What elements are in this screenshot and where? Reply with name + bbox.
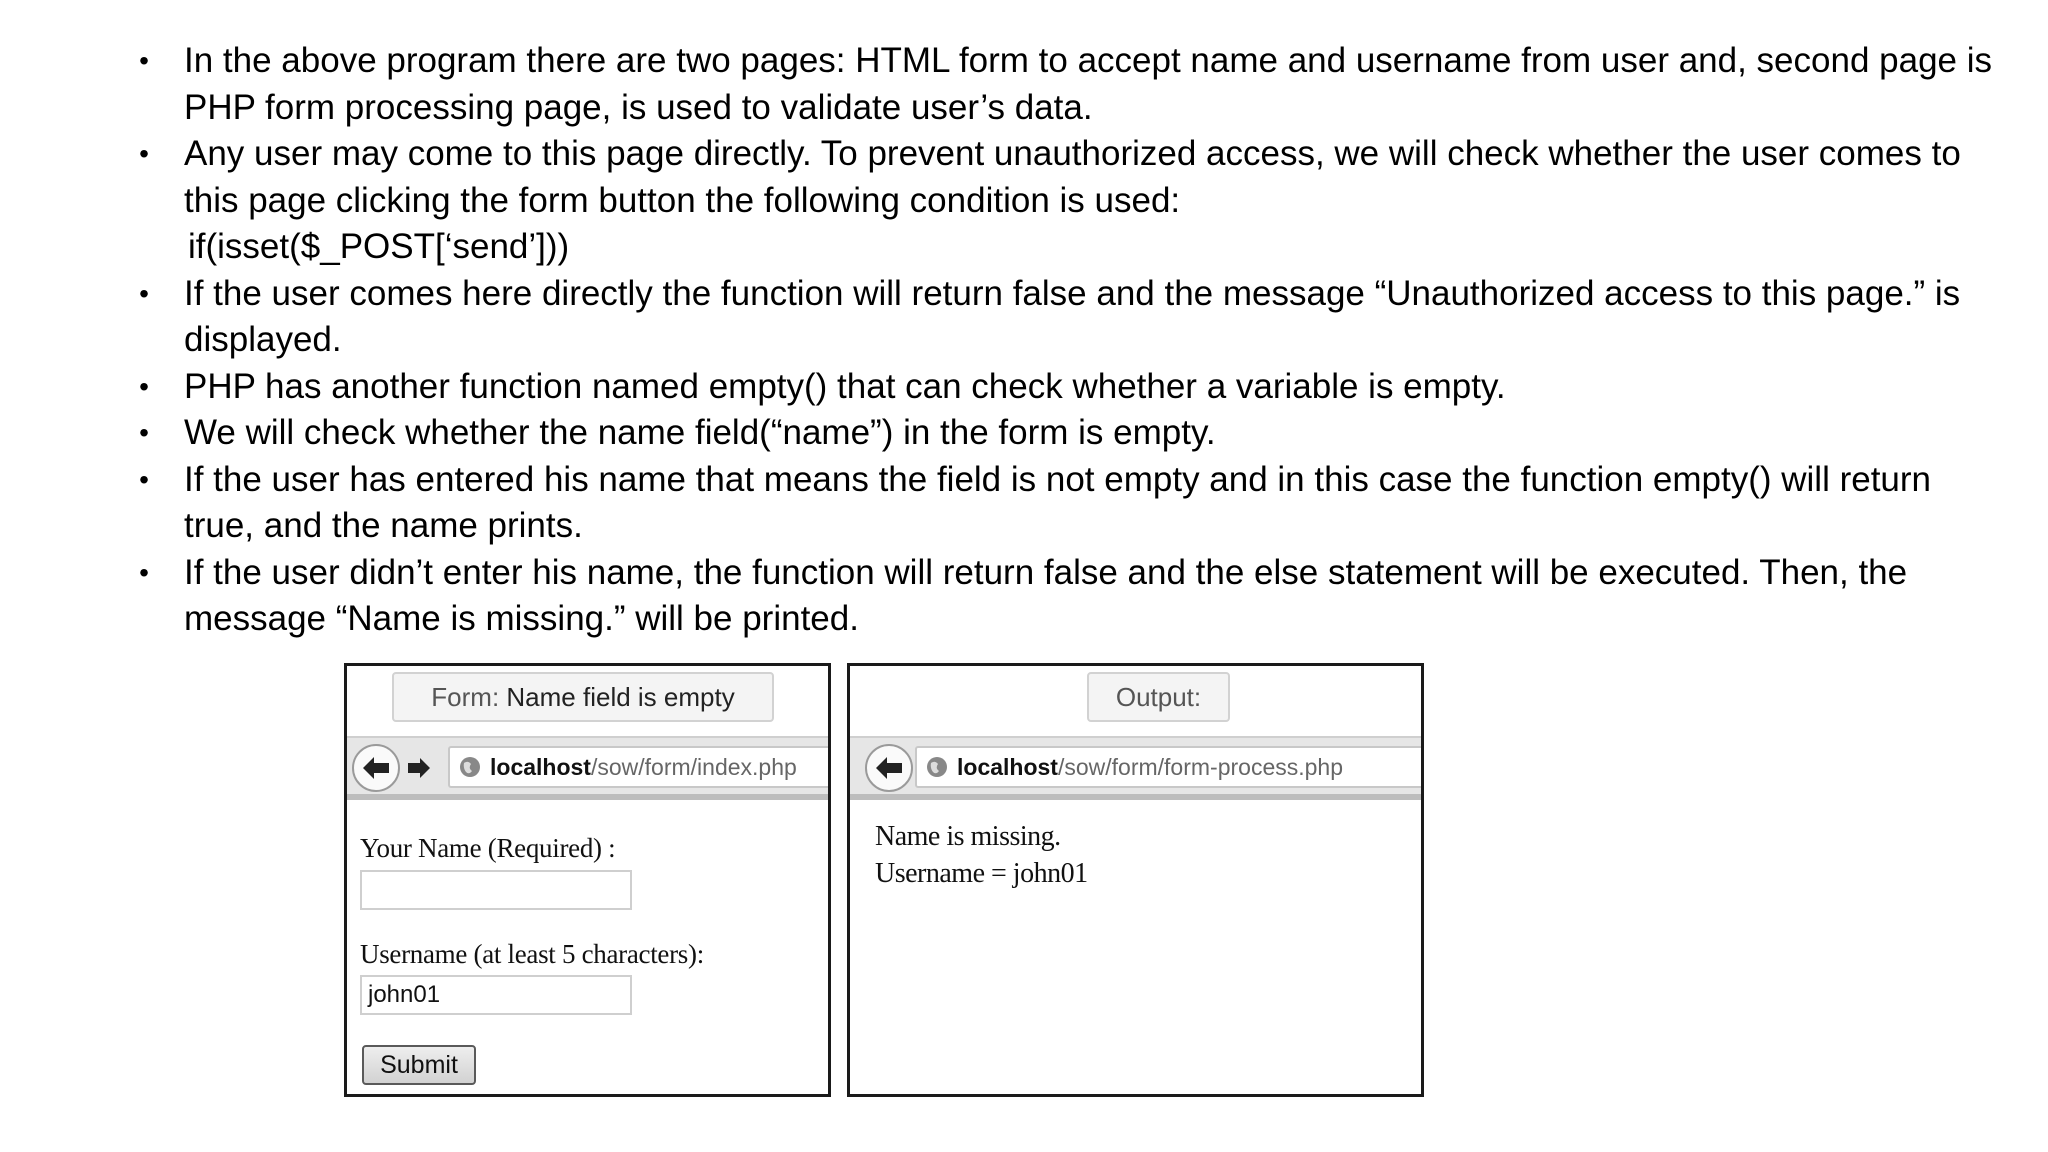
output-caption: Output: (1087, 672, 1230, 722)
bullet-dot: • (139, 45, 149, 76)
forward-button[interactable] (403, 751, 435, 785)
address-bar[interactable] (915, 746, 1424, 788)
output-username-line: Username = john01 (875, 858, 1088, 889)
bullet-item (134, 271, 1994, 364)
form-caption-title: Name field is empty (506, 681, 735, 712)
bullet-text: If the user comes here directly the function will return false and the message “Unauthorized access to this page.” is displayed. (184, 273, 1961, 359)
bullet-item (134, 410, 1994, 457)
bullet-item (134, 550, 1994, 643)
output-message-line: Name is missing. (875, 821, 1061, 852)
globe-icon (458, 755, 482, 779)
bullet-item (134, 457, 1994, 550)
submit-button[interactable]: Submit (362, 1045, 476, 1085)
back-arrow-icon (361, 755, 391, 781)
url-host: localhost (957, 753, 1058, 780)
bullet-item (134, 131, 1994, 271)
bullet-item (134, 38, 1994, 131)
name-field-label: Your Name (Required) : (360, 833, 616, 863)
bullet-text: If the user has entered his name that means the field is not empty and in this case the function empty() will return true, and the name prints. (184, 459, 1932, 545)
username-input[interactable]: john01 (360, 975, 632, 1015)
bullet-text: If the user didn’t enter his name, the function will return false and the else statement will be executed. Then, the message “Name is missing.” will be printed. (184, 552, 1908, 638)
browser-nav-bar (850, 736, 1421, 800)
code-snippet: if(isset($_POST[‘send’])) (188, 227, 570, 266)
username-field-label: Username (at least 5 characters): (360, 939, 704, 969)
back-arrow-icon (874, 755, 904, 781)
back-button[interactable] (352, 744, 400, 792)
back-button[interactable] (865, 744, 913, 792)
forward-arrow-icon (406, 756, 432, 780)
bullet-list (134, 38, 1994, 643)
url-path: /sow/form/index.php (590, 753, 797, 780)
bullet-dot: • (139, 417, 149, 448)
bullet-text: PHP has another function named empty() that can check whether a variable is empty. (184, 366, 1506, 406)
globe-icon (925, 755, 949, 779)
browser-nav-bar (347, 736, 828, 800)
bullet-dot: • (139, 138, 149, 169)
bullet-item (134, 364, 1994, 411)
bullet-text: In the above program there are two pages: HTML form to accept name and username from user and, second page is PHP form processing page, is used to validate user’s data. (184, 41, 1993, 127)
form-caption (392, 672, 774, 722)
bullet-dot: • (139, 556, 149, 588)
url-path: /sow/form/form-process.php (1057, 753, 1343, 780)
name-input[interactable] (360, 870, 632, 910)
bullet-text: Any user may come to this page directly. To prevent unauthorized access, we will check whether the user comes to this page clicking the form button the following condition is used: (184, 134, 1961, 220)
bullet-dot: • (139, 370, 149, 402)
form-screenshot (344, 663, 831, 1097)
bullet-text: We will check whether the name field(“name”) in the form is empty. (184, 413, 1216, 452)
form-caption-prefix: Form: (431, 681, 500, 712)
bullet-dot: • (139, 463, 149, 495)
url-host: localhost (490, 753, 591, 780)
address-bar[interactable] (448, 746, 831, 788)
bullet-dot: • (139, 277, 149, 309)
output-screenshot (847, 663, 1424, 1097)
